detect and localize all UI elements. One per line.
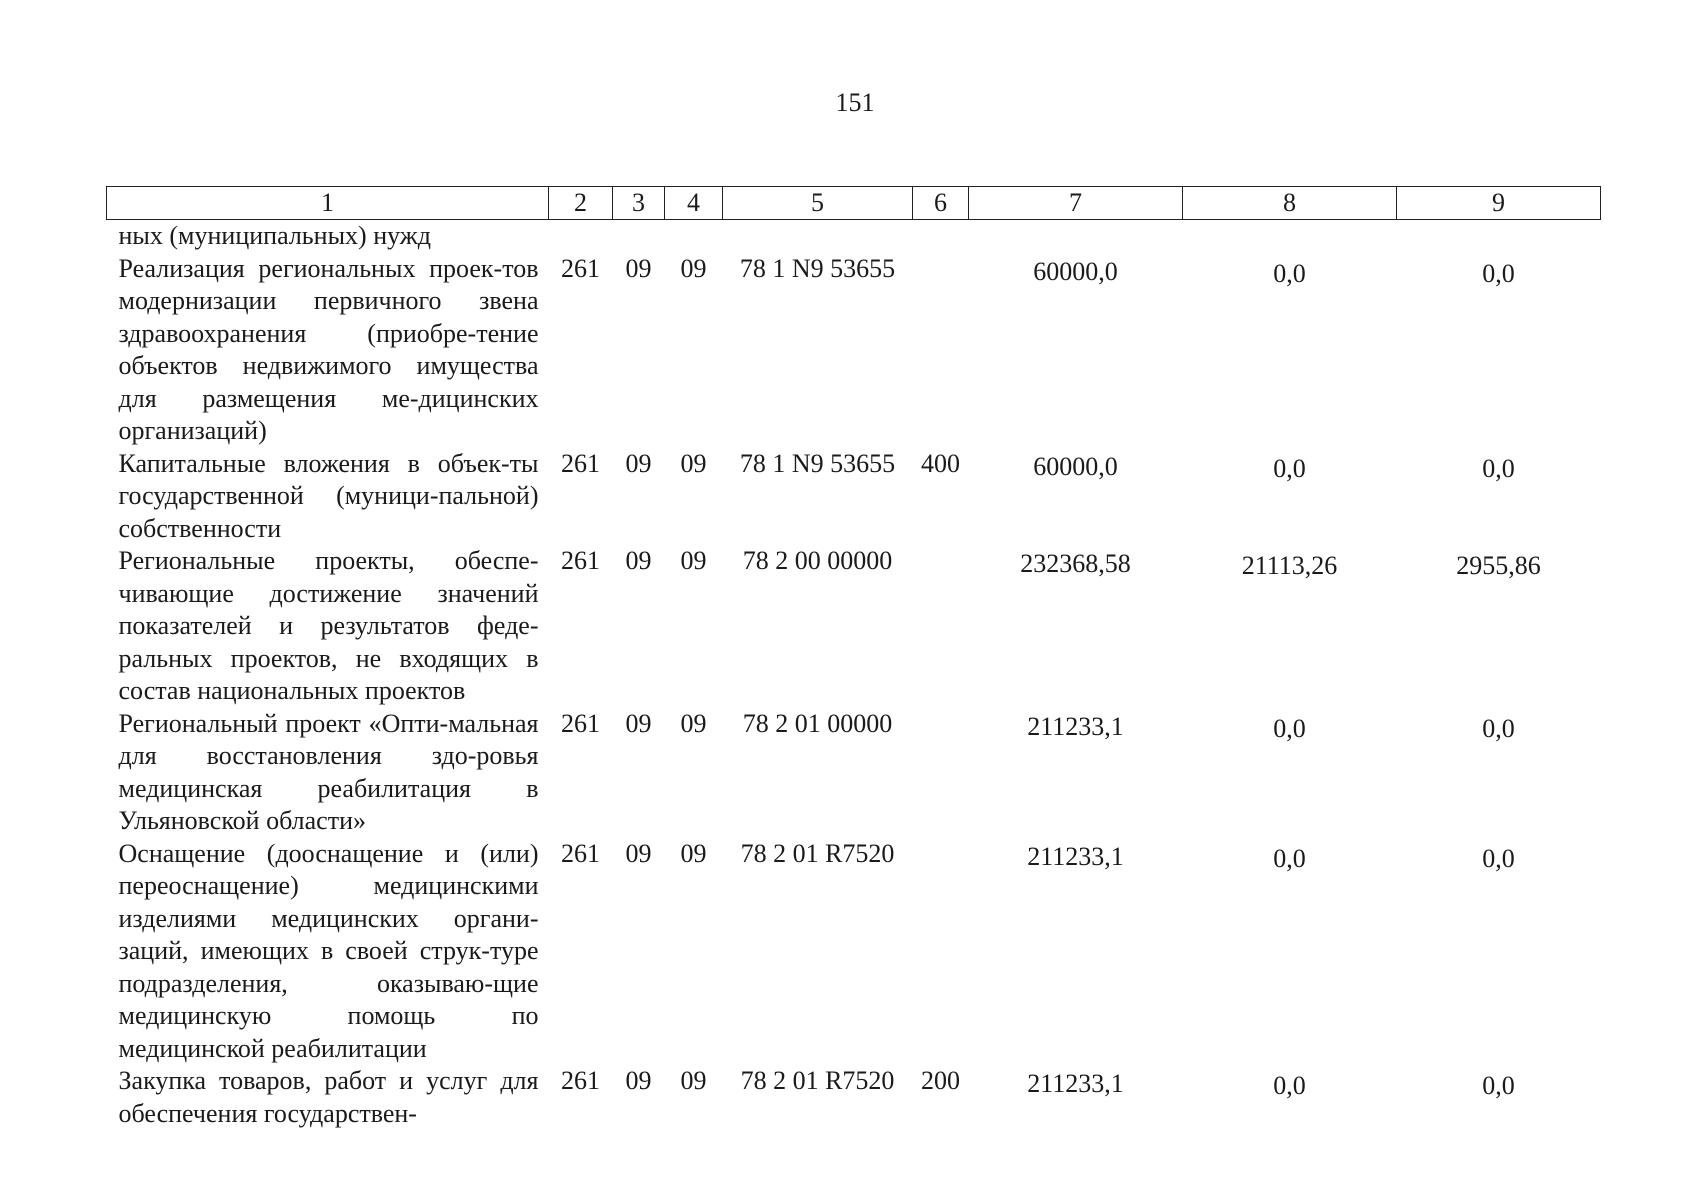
cell-col-7: 60000,0: [1033, 256, 1118, 286]
cell-col-5: 78 2 01 R7520: [740, 1066, 895, 1095]
cell-col-6: 200: [921, 1066, 960, 1095]
cell-col-6: [913, 545, 969, 708]
cell-col-8: 0,0: [1273, 1071, 1306, 1100]
row-description: Региональный проект «Опти-мальная для восстановления здо-ровья медицинская реабилитация в Ульяновской области»: [118, 708, 539, 835]
cell-col-4: 09: [680, 838, 707, 868]
table-row: [107, 1065, 1601, 1130]
table-row: [107, 838, 1601, 1066]
row-description: Реализация региональных проек-тов модернизации первичного звена здравоохранения (приобре-тение объектов недвижимого имущества для размещения ме-дицинских организаций): [118, 253, 539, 445]
cell-col-5: 78 2 01 00000: [742, 708, 893, 738]
cell-col-2: 261: [561, 253, 600, 283]
table-row: [107, 253, 1601, 448]
cell-col-4: [665, 220, 723, 253]
cell-col-4: 09: [680, 253, 707, 283]
row-description: ных (муниципальных) нужд: [118, 221, 431, 250]
cell-col-5: 78 1 N9 53655: [739, 253, 896, 283]
column-header-7: 7: [969, 187, 1183, 220]
cell-col-9: 0,0: [1482, 713, 1515, 743]
cell-col-3: 09: [625, 253, 652, 283]
row-description: Закупка товаров, работ и услуг для обеспечения государствен-: [118, 1066, 539, 1128]
table-body: [107, 220, 1601, 1131]
cell-col-4: 09: [680, 708, 707, 738]
cell-col-8: 0,0: [1273, 843, 1306, 873]
cell-col-2: 261: [561, 448, 600, 478]
cell-col-8: 0,0: [1273, 258, 1306, 288]
cell-col-2: 261: [561, 708, 600, 738]
table-row: [107, 220, 1601, 253]
cell-col-3: 09: [625, 546, 652, 575]
table-row: [107, 448, 1601, 546]
row-description: Капитальные вложения в объек-ты государственной (муници-пальной) собственности: [118, 448, 539, 543]
cell-col-3: 09: [625, 708, 652, 738]
cell-col-9: 0,0: [1482, 843, 1515, 873]
table-row: [107, 708, 1601, 838]
cell-col-4: 09: [680, 448, 707, 478]
column-header-4: 4: [665, 187, 723, 220]
cell-col-4: 09: [680, 546, 707, 575]
cell-col-6: [913, 220, 969, 253]
table-header: [107, 187, 1601, 220]
cell-col-7: [969, 220, 1183, 253]
cell-col-6: 400: [921, 448, 960, 478]
cell-col-6: [913, 838, 969, 1066]
cell-col-2: 261: [561, 838, 600, 868]
cell-col-7: 211233,1: [1027, 711, 1124, 741]
cell-col-7: 211233,1: [1027, 841, 1124, 871]
cell-col-6: [913, 253, 969, 448]
cell-col-8: 21113,26: [1241, 551, 1338, 580]
column-header-6: 6: [913, 187, 969, 220]
table-row: [107, 545, 1601, 708]
cell-col-7: 60000,0: [1033, 451, 1118, 481]
cell-col-8: 0,0: [1273, 713, 1306, 743]
column-header-5: 5: [723, 187, 913, 220]
cell-col-9: 2955,86: [1456, 551, 1541, 580]
column-header-8: 8: [1183, 187, 1397, 220]
column-header-1: 1: [107, 187, 549, 220]
cell-col-6: [913, 708, 969, 838]
cell-col-2: 261: [561, 1066, 600, 1095]
cell-col-9: 0,0: [1482, 453, 1515, 483]
row-description: Оснащение (дооснащение и (или) переоснащение) медицинскими изделиями медицинских органи-заций, имеющих в своей струк-туре подразделения, оказываю-щие медицинскую помощь по медицинской реабилитации: [118, 838, 539, 1063]
cell-col-5: 78 1 N9 53655: [739, 448, 896, 478]
cell-col-7: 211233,1: [1027, 1069, 1124, 1098]
column-header-3: 3: [613, 187, 665, 220]
cell-col-3: 09: [625, 1066, 652, 1095]
column-header-9: 9: [1397, 187, 1601, 220]
cell-col-5: [723, 220, 913, 253]
cell-col-8: 0,0: [1273, 453, 1306, 483]
cell-col-2: 261: [561, 546, 600, 575]
page-number: 151: [835, 88, 875, 117]
cell-col-3: [613, 220, 665, 253]
cell-col-4: 09: [680, 1066, 707, 1095]
row-description: Региональные проекты, обеспе-чивающие достижение значений показателей и результатов феде-ральных проектов, не входящих в состав национальных проектов: [118, 546, 539, 705]
cell-col-2: [549, 220, 613, 253]
cell-col-7: 232368,58: [1020, 549, 1131, 578]
cell-col-3: 09: [625, 448, 652, 478]
budget-table: [106, 186, 1601, 1130]
cell-col-9: 0,0: [1482, 1071, 1515, 1100]
column-header-2: 2: [549, 187, 613, 220]
cell-col-5: 78 2 01 R7520: [740, 838, 895, 868]
cell-col-9: [1397, 220, 1601, 253]
cell-col-8: [1183, 220, 1397, 253]
cell-col-5: 78 2 00 00000: [742, 546, 893, 575]
cell-col-9: 0,0: [1482, 258, 1515, 288]
header-row: [107, 187, 1601, 220]
cell-col-3: 09: [625, 838, 652, 868]
